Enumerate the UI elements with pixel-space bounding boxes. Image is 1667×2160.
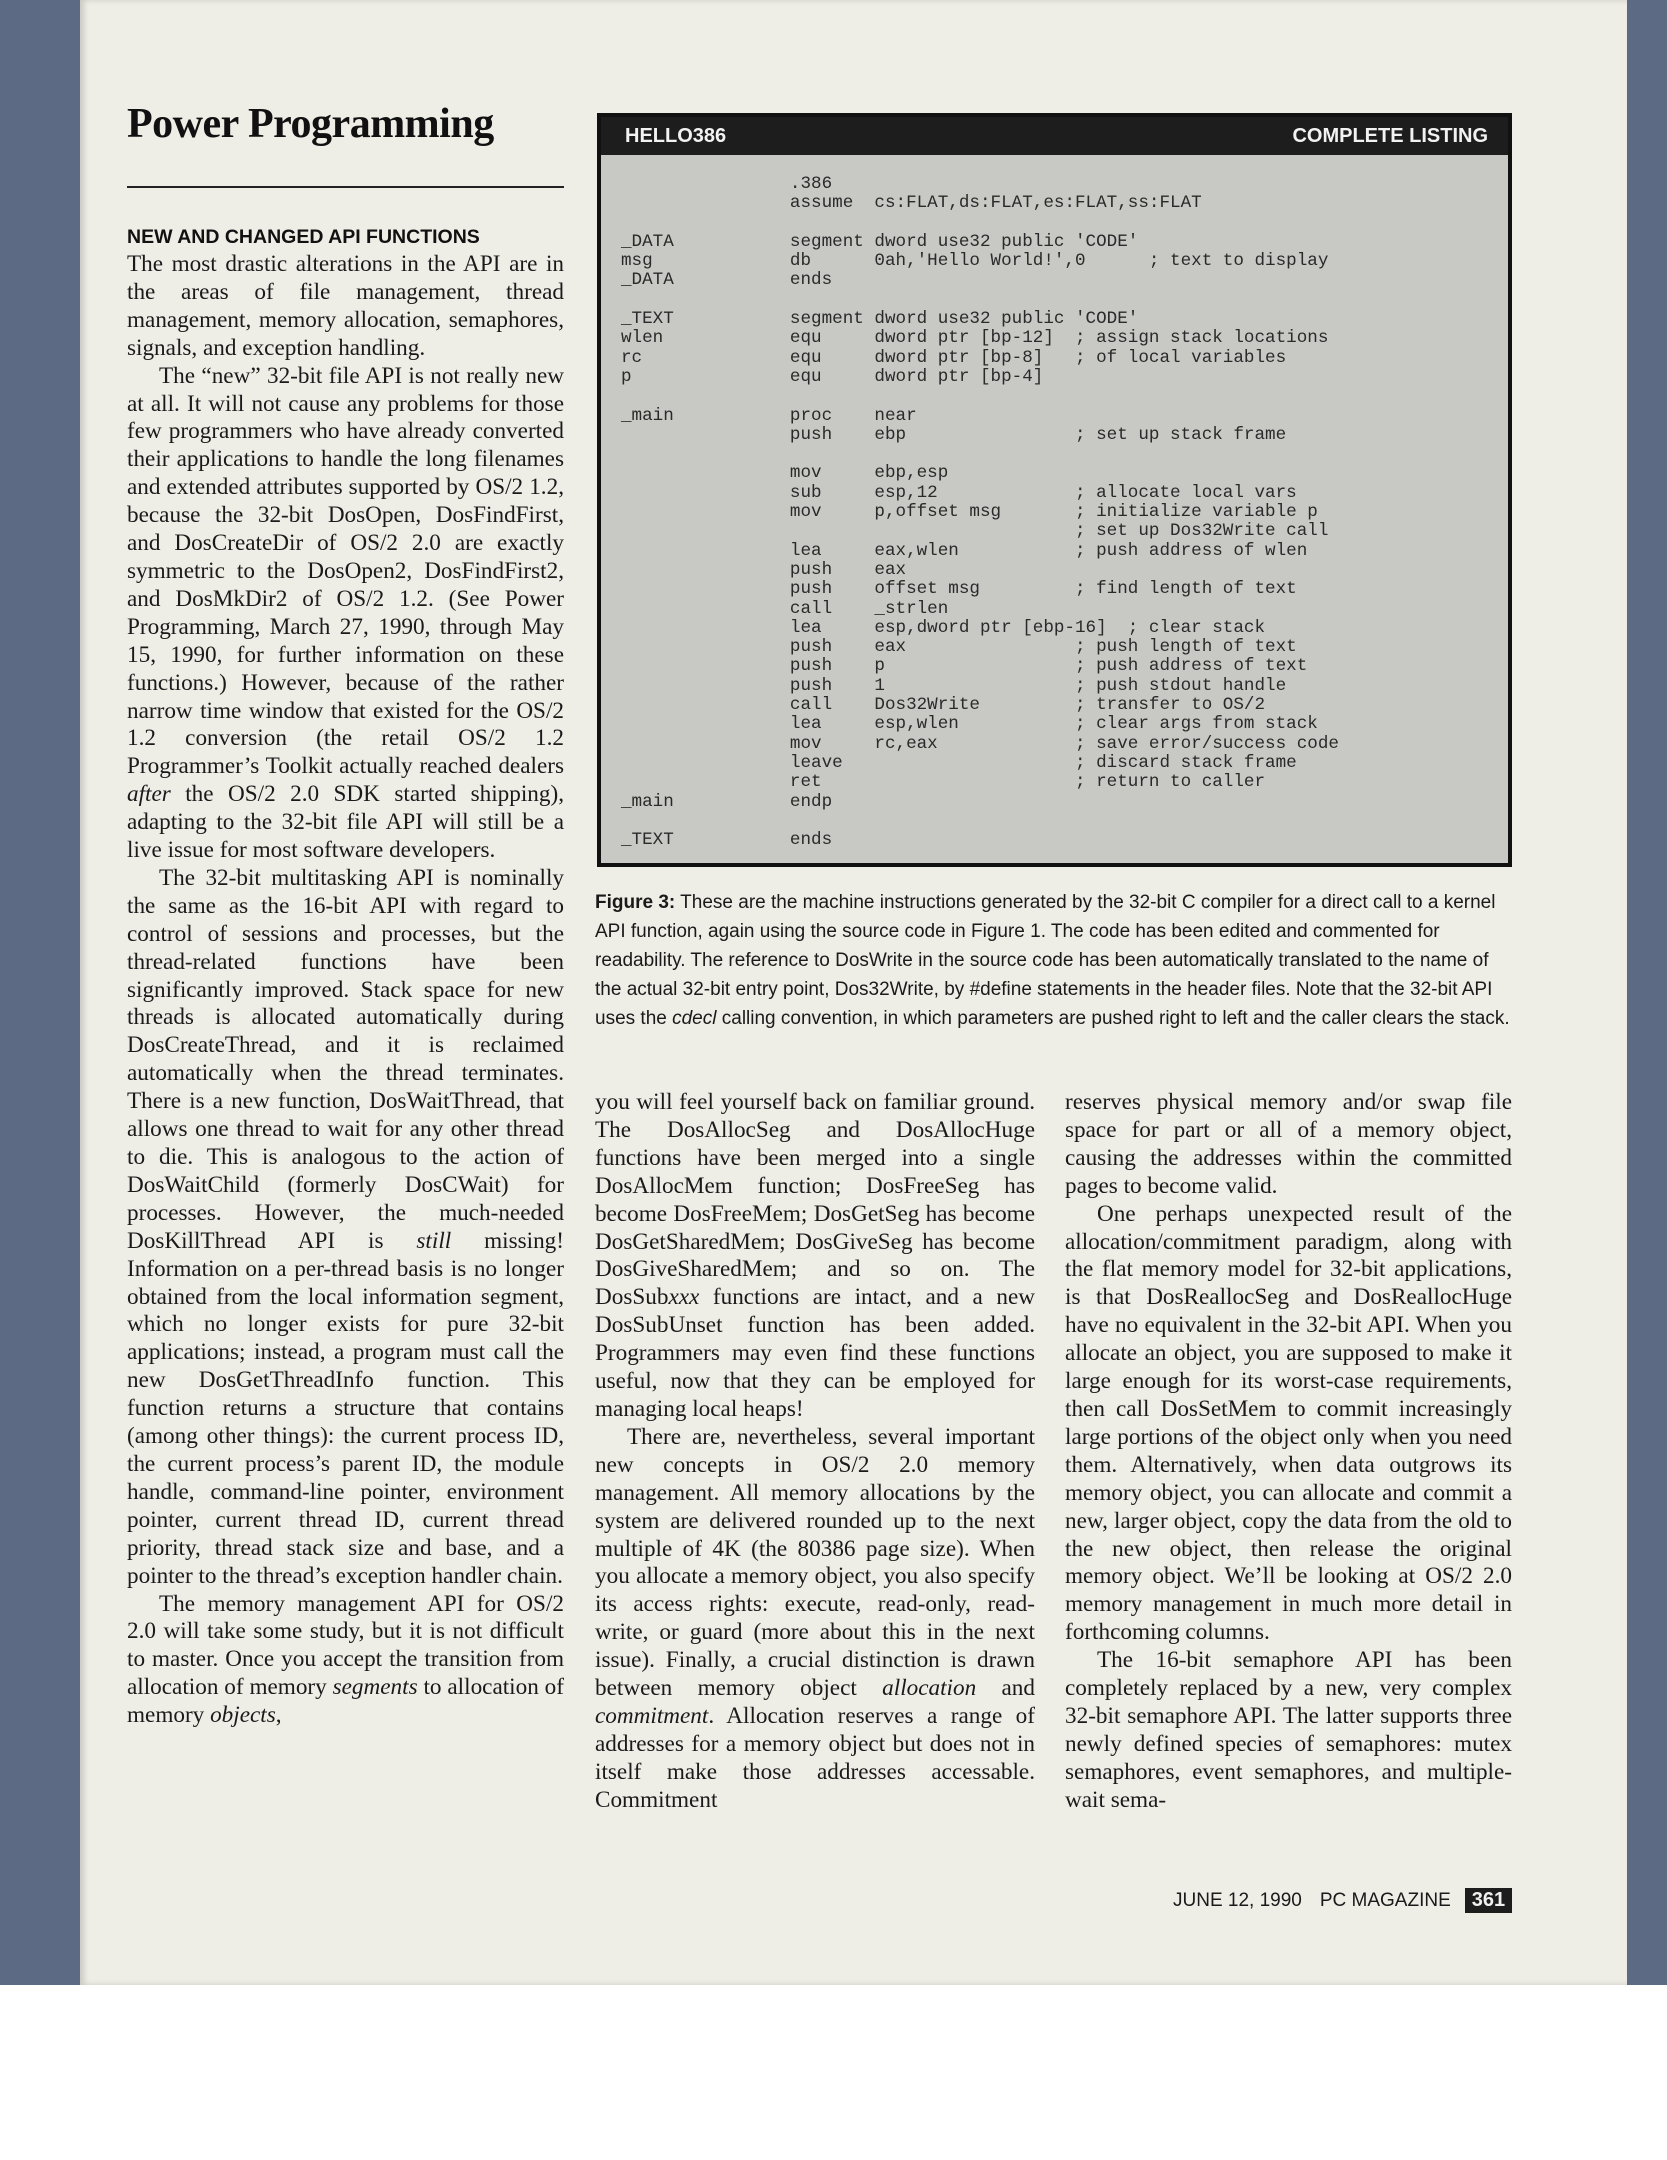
listing-label: COMPLETE LISTING (1292, 124, 1488, 147)
paragraph: The “new” 32-bit file API is not really new at all. It will not cause any problems for those few programmers who have already converted their applications to handle the long filenames and extended attributes supported by OS/2 1.2, because the 32-bit DosOpen, DosFindFirst, and DosCreateDir of OS/2 2.0 are exactly symmetric to the DosOpen2, DosFindFirst2, and DosMkDir2 of OS/2 1.2. (See Power Programming, March 27, 1990, through May 15, 1990, for further information on these functions.) However, because of the rather narrow time window that existed for the OS/2 1.2 conversion (the retail OS/2 1.2 Programmer’s Toolkit actually reached dealers after the OS/2 2.0 SDK started shipping), adapting to the 32-bit file API will still be a live issue for most software developers. (127, 362, 564, 864)
listing-header (601, 117, 1508, 155)
paragraph: The most drastic alterations in the API are in the areas of file management, thread management, memory allocation, semaphores, signals, and exception handling. (127, 251, 564, 361)
listing-name: HELLO386 (625, 124, 727, 147)
title-divider (127, 186, 564, 188)
text-column-2 (595, 1089, 1035, 1815)
assembly-code: .386 assume cs:FLAT,ds:FLAT,es:FLAT,ss:FLAT _DATA segment dword use32 public 'CODE' msg db 0ah,'Hello World!',0 ; text to display _DATA ends _TEXT segment dword use32 public 'CODE' wlen equ dword ptr [bp-12] ; assign stack locations rc equ dword ptr [bp-8] ; of local variables p equ dword ptr [bp-4] _main proc near push ebp ; set up stack frame mov ebp,esp sub esp,12 ; allocate local vars mov p,offset msg ; initialize variable p ; set up Dos32Write call lea eax,wlen ; push address of wlen push eax push offset msg ; find length of text call _strlen lea esp,dword ptr [ebp-16] ; clear stack push eax ; push length of text push p ; push address of text push 1 ; push stdout handle call Dos32Write ; transfer to OS/2 lea esp,wlen ; clear args from stack mov rc,eax ; save error/success code leave ; discard stack frame ret ; return to caller _main endp _TEXT ends (621, 174, 1339, 851)
page-bottom-margin (0, 1985, 1667, 2160)
code-listing-box (597, 113, 1512, 867)
magazine-name: PC MAGAZINE (1319, 1889, 1451, 1911)
figure-label: Figure 3: (595, 892, 676, 913)
text-column-1 (127, 251, 564, 1730)
page-number: 361 (1465, 1888, 1512, 1913)
issue-date: JUNE 12, 1990 (1173, 1889, 1302, 1911)
paragraph: reserves physical memory and/or swap file space for part or all of a memory object, causing the addresses within the committed pages to become valid. (1065, 1089, 1512, 1199)
paragraph: The 32-bit multitasking API is nominally the same as the 16-bit API with regard to control of sessions and processes, but the thread-related functions have been significantly improved. Stack space for new threads is allocated automatically during DosCreateThread, and it is reclaimed automatically when the thread terminates. There is a new function, DosWaitThread, that allows one thread to wait for any other thread to die. This is analogous to the action of DosWaitChild (formerly DosCWait) for processes. However, the much-needed DosKillThread API is still missing! Information on a per-thread basis is no longer obtained from the local information segment, which no longer exists for pure 32-bit applications; instead, a program must call the new DosGetThreadInfo function. This function returns a structure that contains (among other things): the current process ID, the current process’s parent ID, the module handle, command-line pointer, environment pointer, current thread ID, current thread priority, thread stack size and base, and a pointer to the thread’s exception handler chain. (127, 864, 564, 1589)
paragraph: The memory management API for OS/2 2.0 will take some study, but it is not difficult to master. Once you accept the transition from allocation of memory segments to allocation of memory objects, (127, 1590, 564, 1729)
figure-caption: Figure 3: These are the machine instructions generated by the 32-bit C compiler for a direct call to a kernel API function, again using the source code in Figure 1. The code has been edited and commented for readability. The reference to DosWrite in the source code has been automatically translated to the name of the actual 32-bit entry point, Dos32Write, by #define statements in the header files. Note that the 32-bit API uses the cdecl calling convention, in which parameters are pushed right to left and the caller clears the stack. (595, 892, 1510, 1029)
page-footer (1173, 1888, 1512, 1913)
paragraph: There are, nevertheless, several important new concepts in OS/2 2.0 memory management. All memory allocations by the system are delivered rounded up to the next multiple of 4K (the 80386 page size). When you allocate a memory object, you also specify its access rights: execute, read-only, read-write, or guard (more about this in the next issue). Finally, a crucial distinction is drawn between memory object allocation and commitment. Allocation reserves a range of addresses for a memory object but does not in itself make those addresses accessable. Commitment (595, 1423, 1035, 1813)
text-column-3 (1065, 1089, 1512, 1815)
section-heading: NEW AND CHANGED API FUNCTIONS (127, 226, 480, 248)
column-title: Power Programming (127, 101, 494, 147)
paragraph: The 16-bit semaphore API has been completely replaced by a new, very complex 32-bit semaphore API. The latter supports three newly defined species of semaphores: mutex semaphores, event semaphores, and multiple-wait sema- (1065, 1647, 1512, 1813)
paragraph: One perhaps unexpected result of the allocation/commitment paradigm, along with the flat memory model for 32-bit applications, is that DosReallocSeg and DosReallocHuge have no equivalent in the 32-bit API. When you allocate an object, you are supposed to make it large enough for its worst-case requirements, then call DosSetMem to commit increasingly large portions of the object only when you need them. Alternatively, when data outgrows its memory object, you can allocate and commit a new, larger object, copy the data from the old to the new object, then release the original memory object. We’ll be looking at OS/2 2.0 memory management in much more detail in forthcoming columns. (1065, 1200, 1512, 1646)
paragraph: you will feel yourself back on familiar ground. The DosAllocSeg and DosAllocHuge functions have been merged into a single DosAllocMem function; DosFreeSeg has become DosFreeMem; DosGetSeg has become DosGetSharedMem; DosGiveSeg has become DosGiveSharedMem; and so on. The DosSubxxx functions are intact, and a new DosSubUnset function has been added. Programmers may even find these functions useful, now that they can be employed for managing local heaps! (595, 1089, 1035, 1422)
